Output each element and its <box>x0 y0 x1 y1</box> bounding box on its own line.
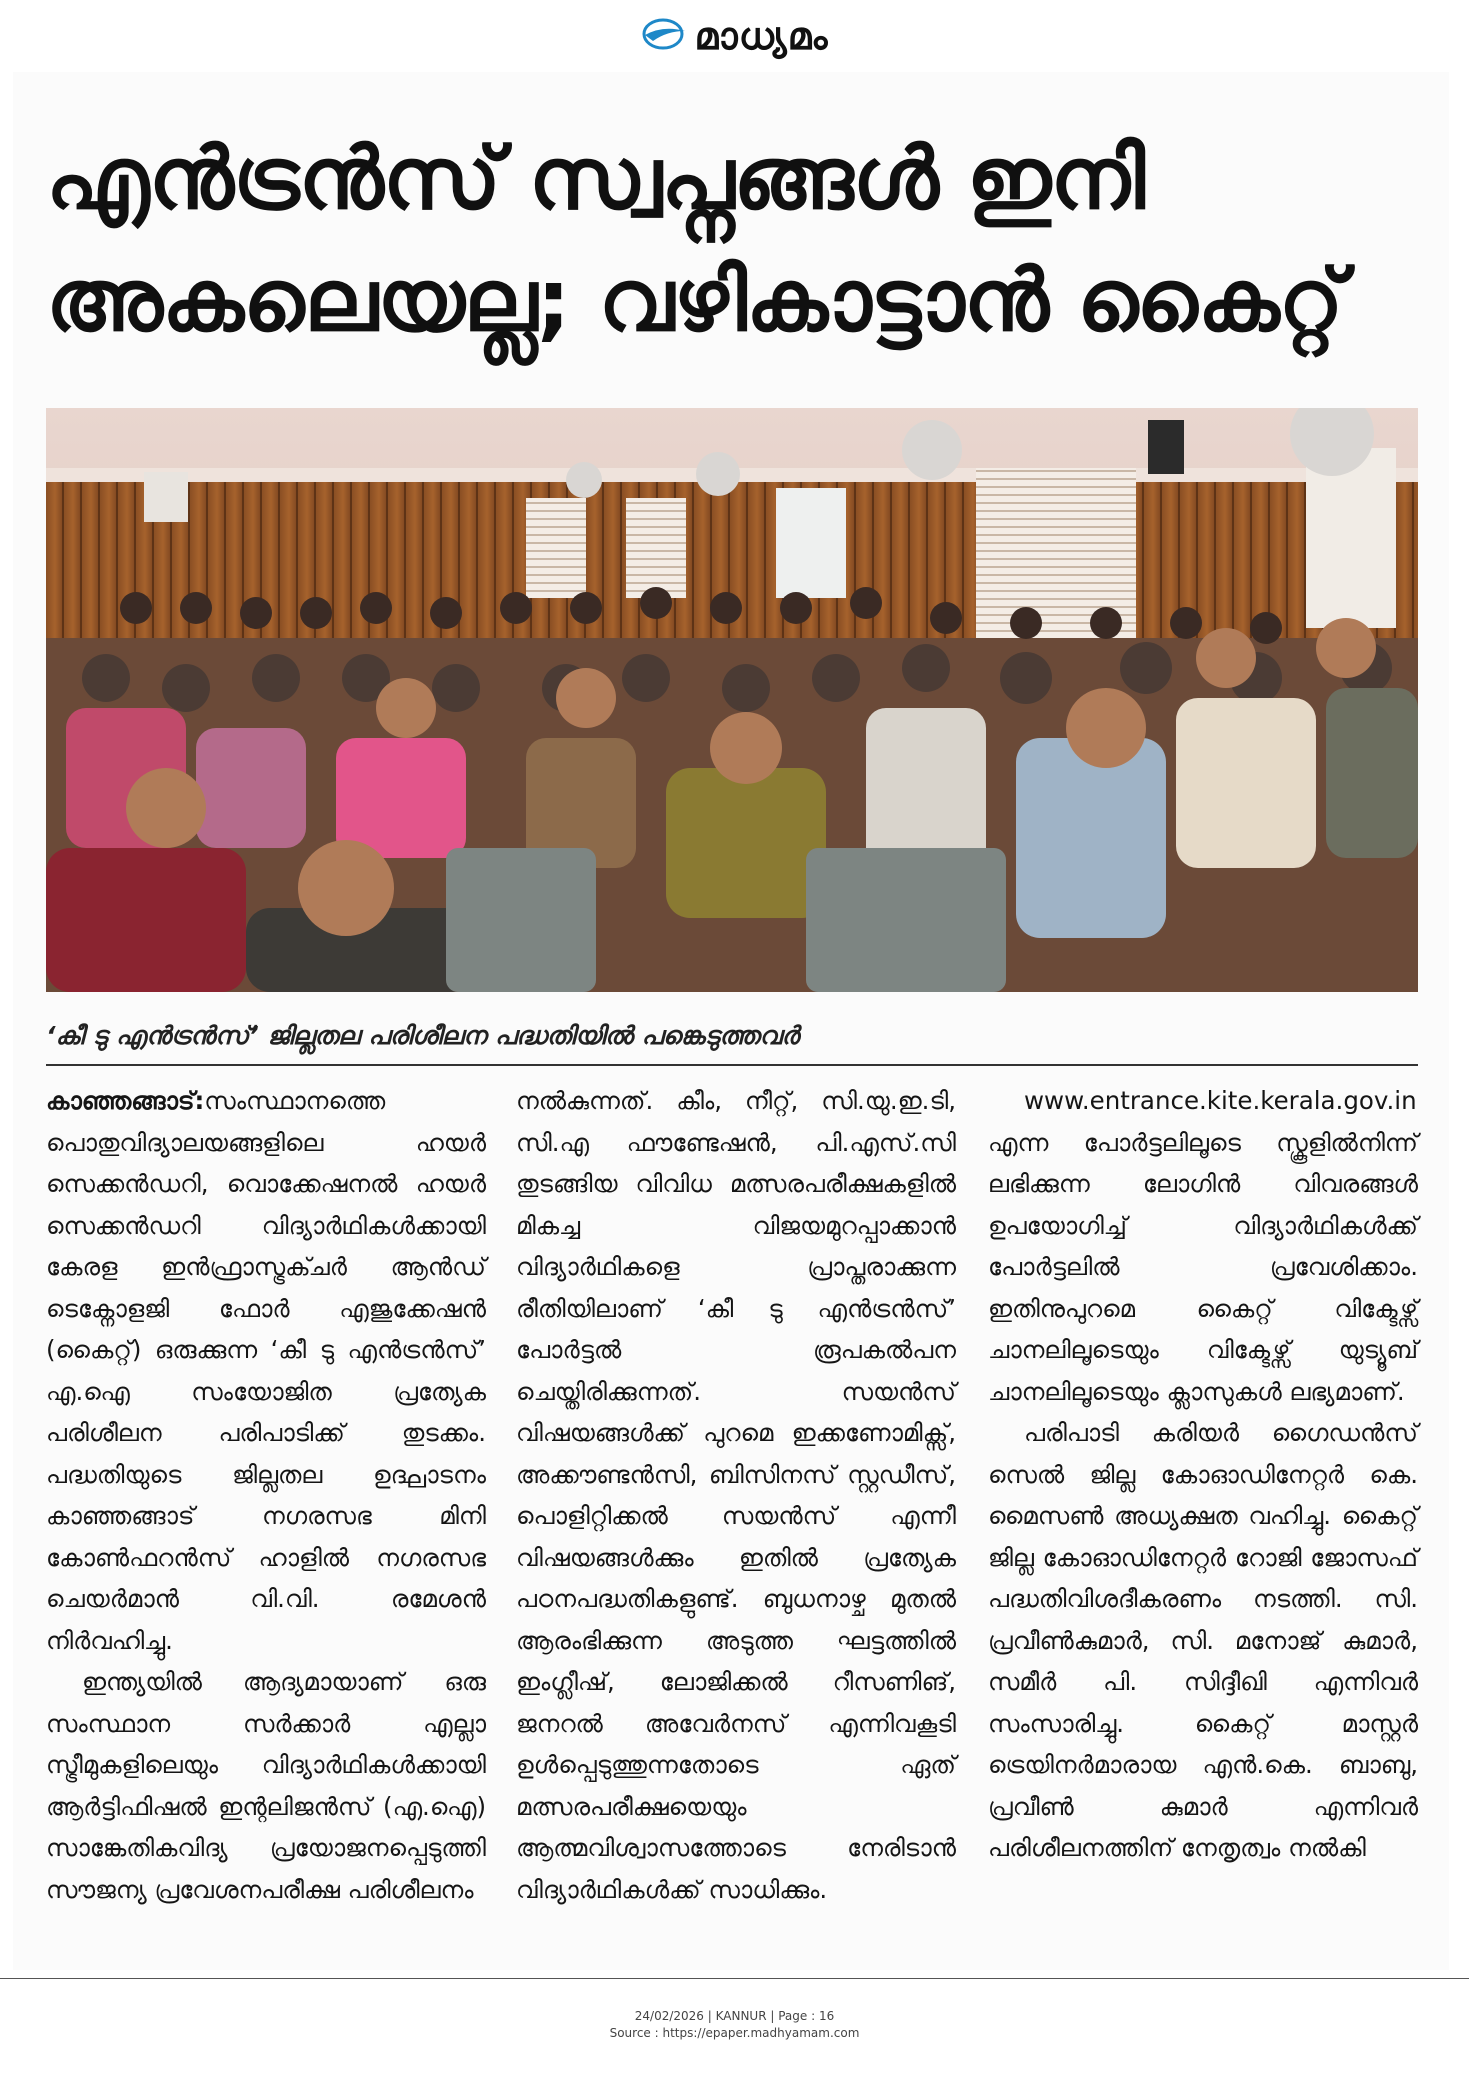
photo-caption: ‘കീ ടു എൻട്രൻസ്’ ജില്ലതല പരിശീലന പദ്ധതിയിൽ പങ്കെടുത്തവർ <box>46 1021 799 1050</box>
footer-divider <box>0 1978 1469 1979</box>
bird-swoosh-icon <box>641 17 687 55</box>
page-footer <box>0 2008 1469 2042</box>
article-paragraph-2: ഇന്ത്യയിൽ ആദ്യമായാണ് ഒരു സംസ്ഥാന സർക്കാർ എല്ലാ സ്ട്രീമുകളിലെയും വിദ്യാർഥികൾക്കായി ആർട്ടിഫിഷൽ ഇന്റലിജൻസ് (എ.ഐ) സാങ്കേതികവിദ്യ പ്രയോജനപ്പെടുത്തി സൗജന്യ പ്രവേശനപരീക്ഷ പരിശീലനം <box>46 1667 486 1904</box>
headline <box>46 118 1426 362</box>
masthead <box>0 8 1469 64</box>
article-column-2 <box>516 1080 956 1910</box>
masthead-logo-text[interactable]: മാധ്യമം <box>694 13 829 58</box>
headline-line-1: എൻട്രൻസ് സ്വപ്നങ്ങൾ ഇനി <box>46 129 1145 229</box>
caption-divider <box>46 1064 1418 1066</box>
article-paragraph-4: www.entrance.kite.kerala.gov.in എന്ന പോർട്ടലിലൂടെ സ്കൂളിൽനിന്ന് ലഭിക്കുന്ന ലോഗിൻ വിവരങ്ങൾ ഉപയോഗിച്ച് വിദ്യാർഥികൾക്ക് പോർട്ടലിൽ പ്രവേശിക്കാം. ഇതിനുപുറമെ കൈറ്റ് വിക്ടേഴ്സ് ചാനലിലൂടെയും വിക്ടേഴ്സ് യുട്യൂബ് ചാനലിലൂടെയും ക്ലാസുകൾ ലഭ്യമാണ്. <box>988 1086 1418 1406</box>
footer-source-link[interactable]: Source : https://epaper.madhyamam.com <box>609 2026 860 2040</box>
article-column-1 <box>46 1080 486 1910</box>
paragraph-1-text: സംസ്ഥാനത്തെ പൊതുവിദ്യാലയങ്ങളിലെ ഹയർ സെക്കൻഡറി, വൊക്കേഷനൽ ഹയർ സെക്കൻഡറി വിദ്യാർഥികൾക്കായി കേരള ഇൻഫ്രാസ്ട്രക്ചർ ആൻഡ് ടെക്നോളജി ഫോർ എജുക്കേഷൻ (കൈറ്റ്) ഒരുക്കുന്ന ‘കീ ടു എൻട്രൻസ്’ എ.ഐ സംയോജിത പ്രത്യേക പരിശീലന പരിപാടിക്ക് തുടക്കം. പദ്ധതിയുടെ ജില്ലതല ഉദ്ഘാടനം കാഞ്ഞങ്ങാട് നഗരസഭ മിനി കോൺഫറൻസ് ഹാളിൽ നഗരസഭ ചെയർമാൻ വി.വി. രമേശൻ നിർവഹിച്ചു. <box>46 1086 486 1655</box>
headline-line-2: അകലെയല്ല; വഴികാട്ടാൻ കൈറ്റ് <box>46 251 1343 351</box>
dateline: കാഞ്ഞങ്ങാട്: <box>46 1086 205 1115</box>
footer-edition-info: 24/02/2026 | KANNUR | Page : 16 <box>634 2009 835 2023</box>
article-column-3 <box>988 1080 1418 1869</box>
article-paragraph-3: നൽകുന്നത്. കീം, നീറ്റ്, സി.യു.ഇ.ടി, സി.എ ഫൗണ്ടേഷൻ, പി.എസ്.സി തുടങ്ങിയ വിവിധ മത്സരപരീക്ഷകളിൽ മികച്ച വിജയമുറപ്പാക്കാൻ വിദ്യാർഥികളെ പ്രാപ്തരാക്കുന്ന രീതിയിലാണ് ‘കീ ടു എൻട്രൻസ്’ പോർട്ടൽ രൂപകൽപന ചെയ്തിരിക്കുന്നത്. സയൻസ് വിഷയങ്ങൾക്ക് പുറമെ ഇക്കണോമിക്സ്, അക്കൗണ്ടൻസി, ബിസിനസ് സ്റ്റഡീസ്, പൊളിറ്റിക്കൽ സയൻസ് എന്നീ വിഷയങ്ങൾക്കും ഇതിൽ പ്രത്യേക പഠനപദ്ധതികളുണ്ട്. ബുധനാഴ്ച മുതൽ ആരംഭിക്കുന്ന അടുത്ത ഘട്ടത്തിൽ ഇംഗ്ലീഷ്, ലോജിക്കൽ റീസണിങ്, ജനറൽ അവേർനസ് എന്നിവകൂടി ഉൾപ്പെടുത്തുന്നതോടെ ഏത് മത്സരപരീക്ഷയെയും ആത്മവിശ്വാസത്തോടെ നേരിടാൻ വിദ്യാർഥികൾക്ക് സാധിക്കും. <box>516 1086 956 1904</box>
article-paragraph-5: പരിപാടി കരിയർ ഗൈഡൻസ് സെൽ ജില്ല കോഓഡിനേറ്റർ കെ. മൈസൺ അധ്യക്ഷത വഹിച്ചു. കൈറ്റ് ജില്ല കോഓഡിനേറ്റർ റോജി ജോസഫ് പദ്ധതിവിശദീകരണം നടത്തി. സി. പ്രവീൺകുമാർ, സി. മനോജ് കുമാർ, സമീർ പി. സിദ്ദീഖി എന്നിവർ സംസാരിച്ചു. കൈറ്റ് മാസ്റ്റർ ട്രെയിനർമാരായ എൻ.കെ. ബാബു, പ്രവീൺ കുമാർ എന്നിവർ പരിശീലനത്തിന് നേതൃത്വം നൽകി <box>988 1418 1418 1862</box>
audience-photo-illustration <box>46 408 1418 992</box>
article-paragraph-1 <box>46 1080 486 1661</box>
audience-photo <box>46 408 1418 992</box>
